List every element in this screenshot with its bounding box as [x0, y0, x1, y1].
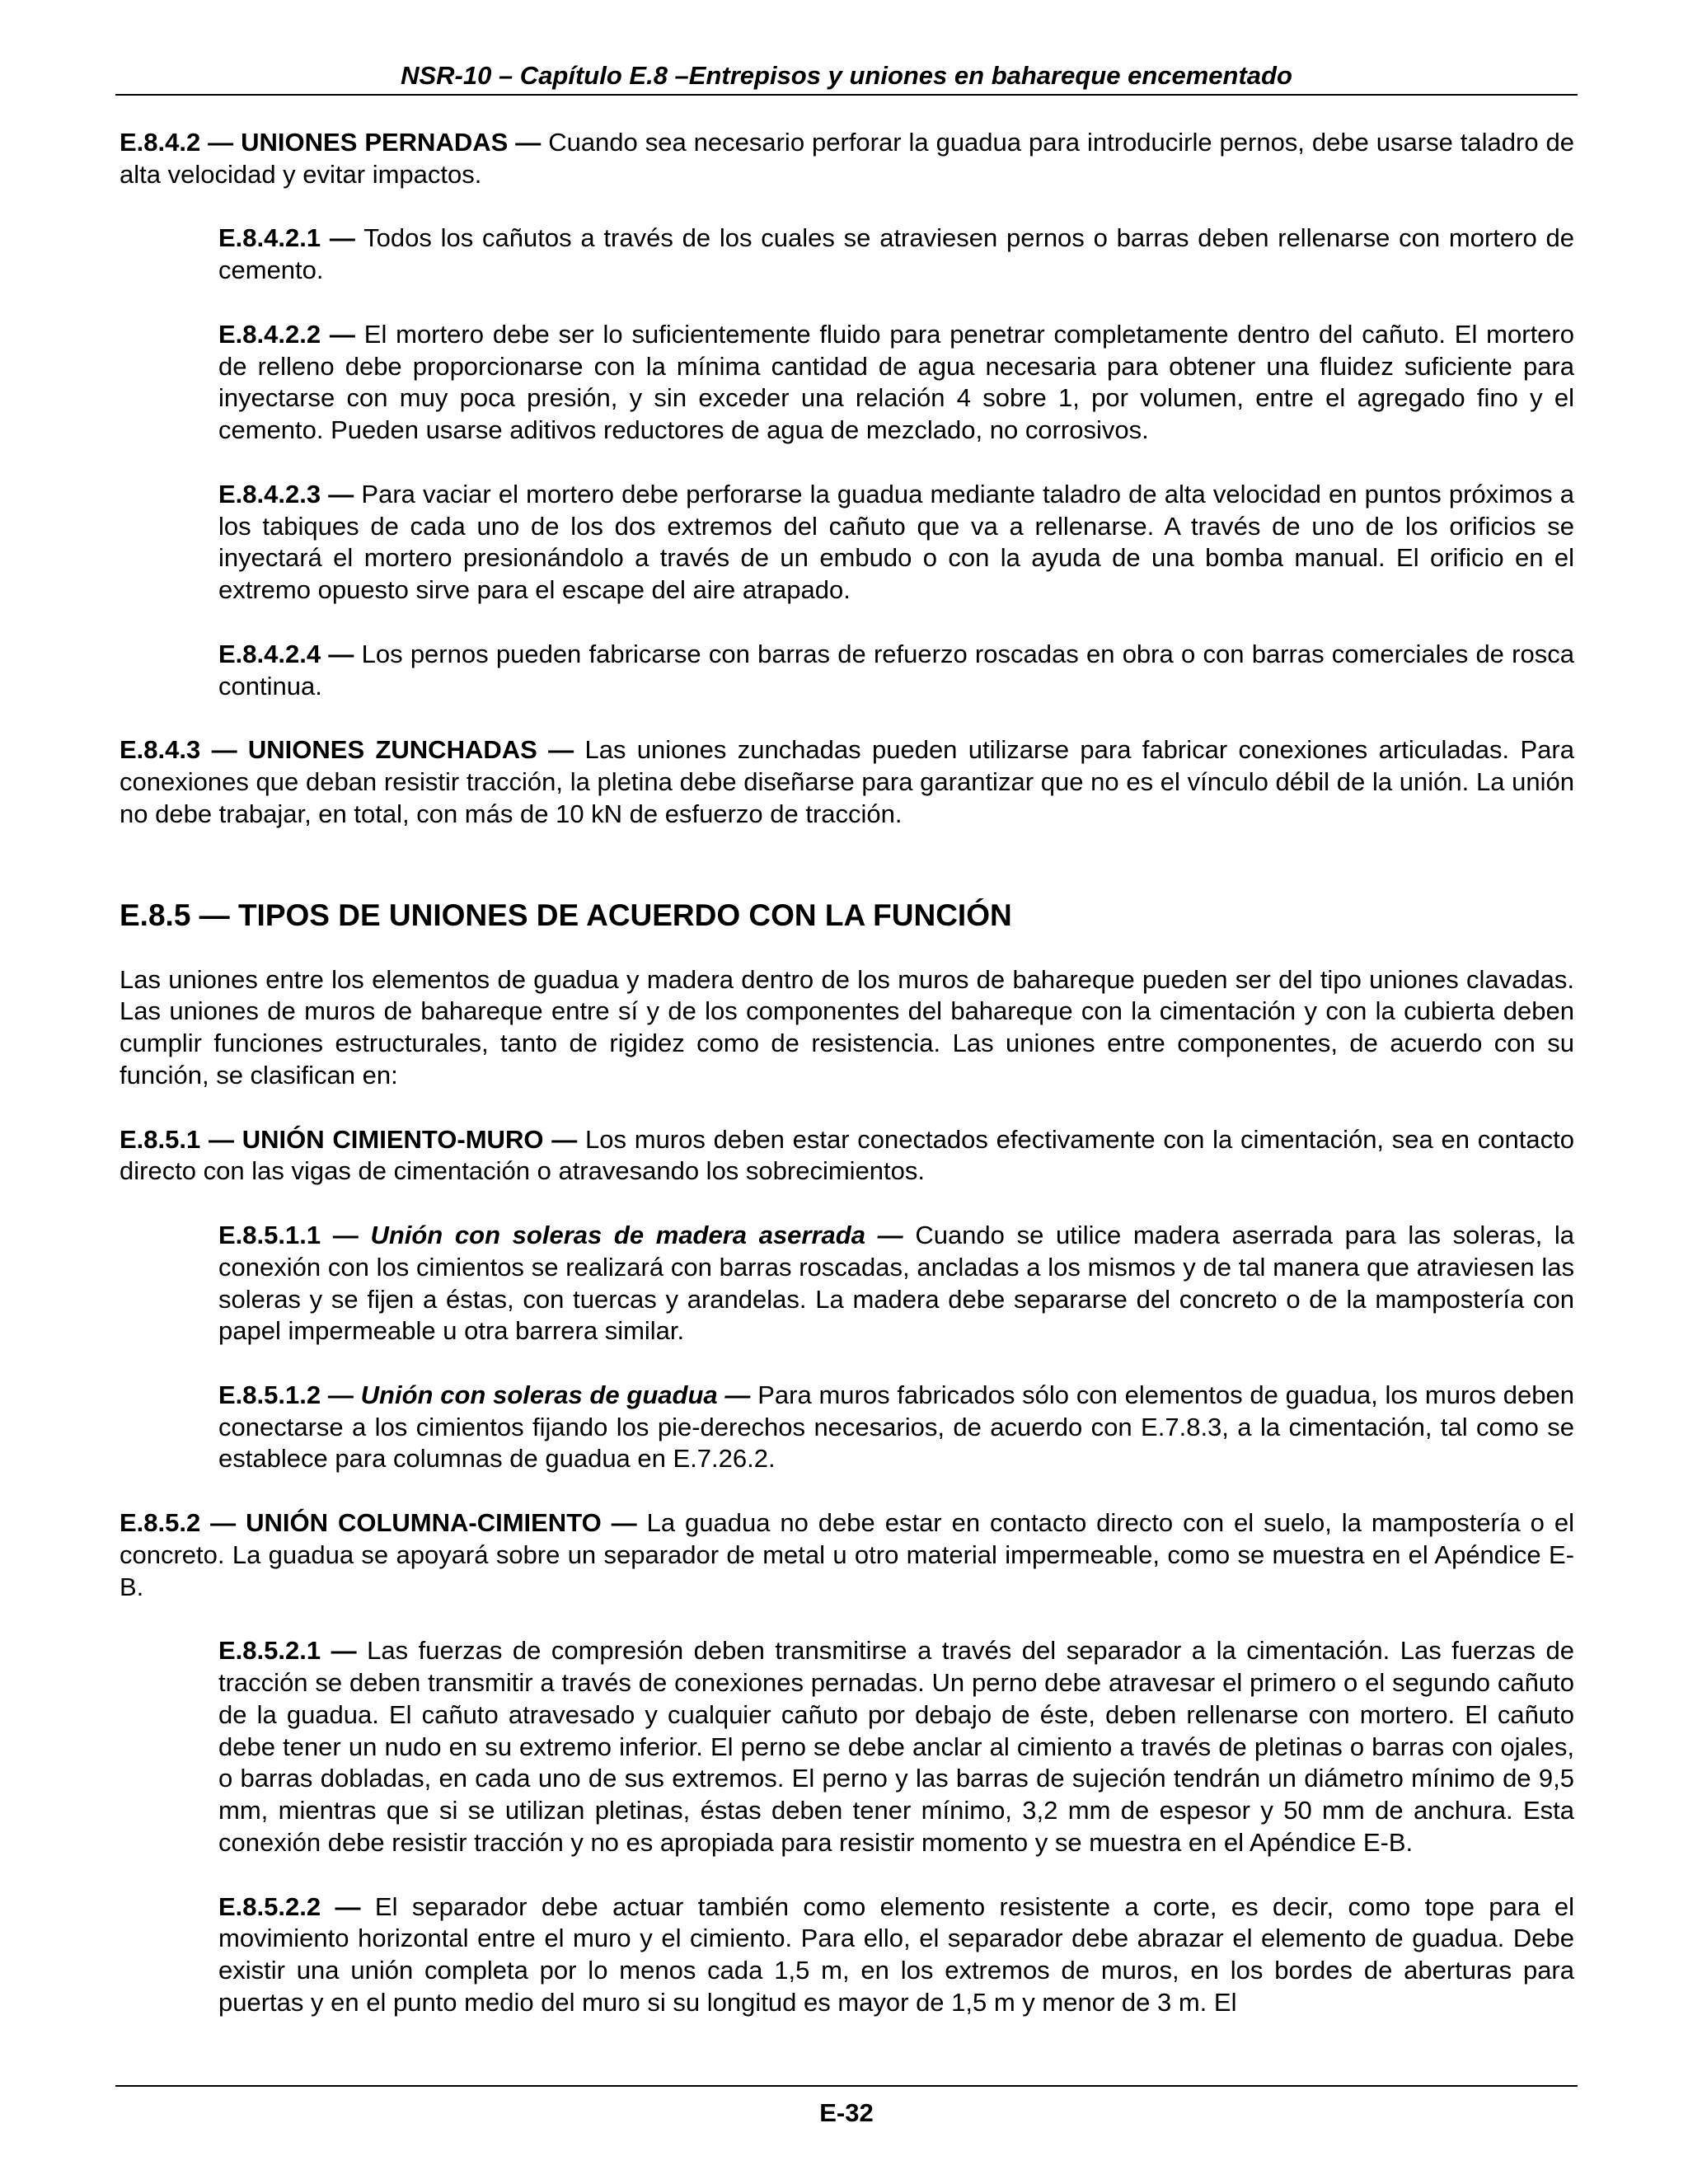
subsection-ref: E.8.5.2.2 —	[218, 1891, 361, 1921]
subsection-e8421	[218, 223, 1574, 287]
running-header: NSR-10 – Capítulo E.8 –Entrepisos y uniones en bahareque encementado	[401, 61, 1292, 90]
header-rule	[115, 94, 1578, 96]
subsection-text: Cuando se utilice madera aserrada para las soleras, la conexión con los cimientos se realizará con barras roscadas, ancladas a los mismos y de tal manera que atraviesen las soleras y se fijen a éstas, con tuercas y arandelas. La madera debe separarse del concreto o de la mampostería con papel impermeable u otra barrera similar.	[218, 1220, 1574, 1346]
subsection-text: El mortero debe ser lo suficientemente fluido para penetrar completamente dentro del cañuto. El mortero de relleno debe proporcionarse con la mínima cantidad de agua necesaria para obtener una fluidez suficiente para inyectarse con muy poca presión, y sin exceder una relación 4 sobre 1, por volumen, entre el agregado fino y el cemento. Pueden usarse aditivos reductores de agua de mezclado, no corrosivos.	[218, 319, 1574, 445]
subsection-e8422	[218, 319, 1574, 447]
page-body	[120, 127, 1574, 2019]
intro-text: Las uniones entre los elementos de guadua y madera dentro de los muros de bahareque pueden ser del tipo uniones clavadas. Las uniones de muros de bahareque entre sí y de los componentes del bahareque con la cimentación y con la cubierta deben cumplir funciones estructurales, tanto de rigidez como de resistencia. Las uniones entre componentes, de acuerdo con su función, se clasifican en:	[120, 964, 1574, 1090]
section-text: La guadua no debe estar en contacto directo con el suelo, la mampostería o el concreto. La guadua se apoyará sobre un separador de metal u otro material impermeable, como se muestra en el Apéndice E-B.	[120, 1508, 1574, 1601]
section-ref: E.8.5.2 — UNIÓN COLUMNA-CIMIENTO —	[120, 1508, 637, 1538]
subsection-e8423	[218, 479, 1574, 607]
section-e843	[120, 734, 1574, 830]
section-text: Cuando sea necesario perforar la guadua para introducirle pernos, debe usarse taladro de alta velocidad y evitar impactos.	[120, 128, 1574, 189]
subsection-ref: E.8.4.2.2 —	[218, 319, 355, 349]
subsection-text: Los pernos pueden fabricarse con barras de refuerzo roscadas en obra o con barras comerciales de rosca continua.	[218, 639, 1574, 701]
section-ref: E.8.4.2 — UNIONES PERNADAS —	[120, 128, 542, 157]
section-heading-e85: E.8.5 — TIPOS DE UNIONES DE ACUERDO CON LA FUNCIÓN	[120, 898, 1012, 932]
subsection-e8522	[218, 1891, 1574, 2019]
subsection-text: Las fuerzas de compresión deben transmitirse a través del separador a la cimentación. Las fuerzas de tracción se deben transmitir a través de conexiones pernadas. Un perno debe atravesar el primero o el segundo cañuto de la guadua. El cañuto atravesado y cualquier cañuto por debajo de éste, deben rellenarse con mortero. El cañuto debe tener un nudo en su extremo inferior. El perno se debe anclar al cimiento a través de pletinas o barras con ojales, o barras dobladas, en cada uno de sus extremos. El perno y las barras de sujeción tendrán un diámetro mínimo de 9,5 mm, mientras que si se utilizan pletinas, éstas deben tener mínimo, 3,2 mm de espesor y 50 mm de anchura. Esta conexión debe resistir tracción y no es apropiada para resistir momento y se muestra en el Apéndice E-B.	[218, 1636, 1574, 1858]
section-e851	[120, 1124, 1574, 1188]
section-e852	[120, 1507, 1574, 1603]
subsection-ref: E.8.5.1.2 —	[218, 1380, 354, 1409]
subsection-text: El separador debe actuar también como elemento resistente a corte, es decir, como tope para el movimiento horizontal entre el muro y el cimiento. Para ello, el separador debe abrazar el elemento de guadua. Debe existir una unión completa por lo menos cada 1,5 m, en los extremos de muros, en los bordes de aberturas para puertas y en el punto medio del muro si su longitud es mayor de 1,5 m y menor de 3 m. El	[218, 1891, 1574, 2018]
intro-paragraph	[120, 964, 1574, 1092]
section-text: Las uniones zunchadas pueden utilizarse para fabricar conexiones articuladas. Para conexiones que deban resistir tracción, la pletina debe diseñarse para garantizar que no es el vínculo débil de la unión. La unión no debe trabajar, en total, con más de 10 kN de esfuerzo de tracción.	[120, 735, 1574, 828]
subsection-text: Todos los cañutos a través de los cuales se atraviesen pernos o barras deben rellenarse con mortero de cemento.	[218, 223, 1574, 285]
section-ref: E.8.5.1 — UNIÓN CIMIENTO-MURO —	[120, 1124, 578, 1154]
section-text: Los muros deben estar conectados efectivamente con la cimentación, sea en contacto directo con las vigas de cimentación o atravesando los sobrecimientos.	[120, 1124, 1574, 1186]
subsection-ref: E.8.4.2.4 —	[218, 639, 354, 668]
footer-rule	[115, 2085, 1578, 2087]
subsection-text: Para vaciar el mortero debe perforarse la guadua mediante taladro de alta velocidad en puntos próximos a los tabiques de cada uno de los dos extremos del cañuto que va a rellenarse. A través de uno de los orificios se inyectará el mortero presionándolo a través de un embudo o con la ayuda de una bomba manual. El orificio en el extremo opuesto sirve para el escape del aire atrapado.	[218, 479, 1574, 605]
subsection-e8511	[218, 1220, 1574, 1347]
section-e842	[120, 127, 1574, 191]
page-number: E-32	[819, 2098, 874, 2127]
section-ref: E.8.4.3 — UNIONES ZUNCHADAS —	[120, 735, 574, 765]
subsection-ref: E.8.5.1.1 —	[218, 1220, 359, 1249]
subsection-ref: E.8.4.2.3 —	[218, 479, 354, 509]
subsection-e8424	[218, 639, 1574, 703]
subsection-title: Unión con soleras de madera aserrada —	[370, 1220, 903, 1249]
subsection-text: Para muros fabricados sólo con elementos de guadua, los muros deben conectarse a los cimientos fijando los pie-derechos necesarios, de acuerdo con E.7.8.3, a la cimentación, tal como se establece para columnas de guadua en E.7.26.2.	[218, 1380, 1574, 1474]
subsection-e8521	[218, 1635, 1574, 1859]
subsection-title: Unión con soleras de guadua —	[360, 1380, 751, 1409]
subsection-e8512	[218, 1380, 1574, 1475]
subsection-ref: E.8.4.2.1 —	[218, 223, 355, 253]
subsection-ref: E.8.5.2.1 —	[218, 1636, 357, 1666]
